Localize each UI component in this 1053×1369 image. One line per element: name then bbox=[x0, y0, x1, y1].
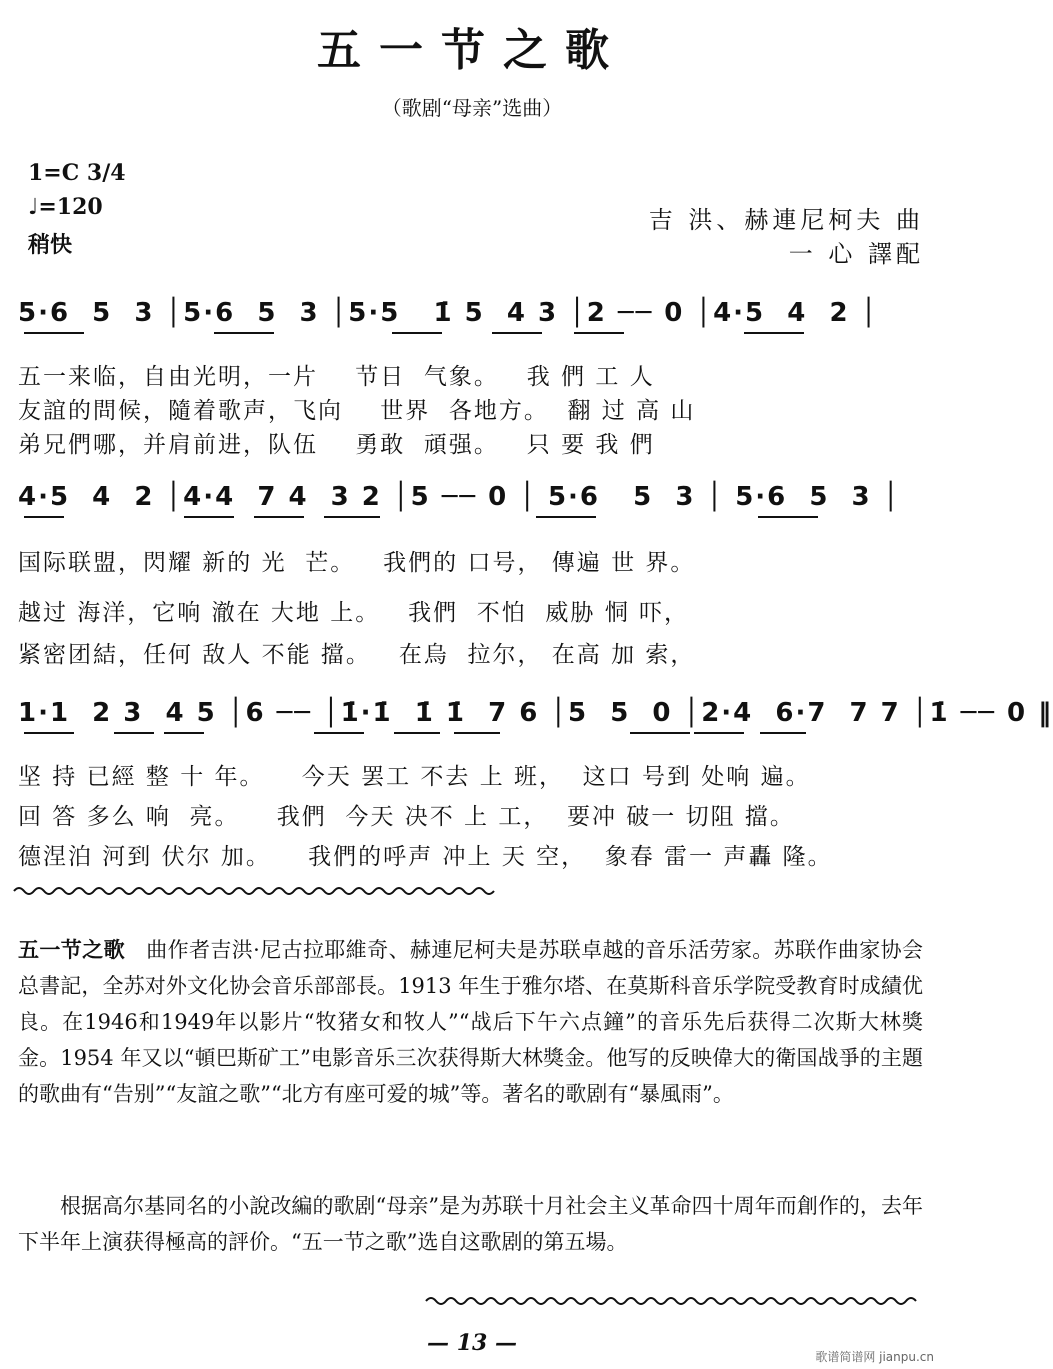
tempo-marking: ♩=120 bbox=[28, 194, 103, 220]
staff-3-notes: 1·1 2 3 4 5 │6 ── │1̇·1̇ 1̇ 1̇ 7 6 │5 5 0 │2·4 6·7 7 7 │1̇ ── 0 ‖ bbox=[18, 698, 1053, 728]
staff-3-beam bbox=[114, 732, 154, 734]
composer-credit: 吉 洪、赫連尼柯夫 曲 bbox=[648, 206, 924, 234]
staff-3-lyric-verse-1: 坚 持 已經 整 十 年。 今天 罢工 不去 上 班， 这口 号到 处响 遍。 bbox=[18, 764, 811, 790]
staff-3-beam bbox=[694, 732, 744, 734]
staff-1-beam bbox=[24, 332, 84, 334]
staff-3-beam bbox=[24, 732, 74, 734]
staff-3-beam bbox=[164, 732, 204, 734]
staff-3-beam bbox=[394, 732, 440, 734]
staff-3 bbox=[18, 698, 1053, 760]
staff-1-lyric-verse-1: 五一来临，自由光明，一片 节日 气象。 我 們 工 人 bbox=[18, 364, 655, 390]
staff-2-beam bbox=[184, 516, 234, 518]
staff-2-beam bbox=[24, 516, 64, 518]
staff-2-beam bbox=[324, 516, 380, 518]
staff-3-beam bbox=[630, 732, 690, 734]
composer-note-paragraph bbox=[18, 932, 923, 1112]
key-signature: 1=C 3/4 bbox=[28, 160, 126, 186]
watermark: 歌谱简谱网 jianpu.cn bbox=[815, 1350, 934, 1364]
staff-2-lyric-verse-1: 国际联盟，閃耀 新的 光 芒。 我們的 口号， 傳遍 世 界。 bbox=[18, 550, 696, 576]
staff-2-beam bbox=[254, 516, 304, 518]
staff-2 bbox=[18, 482, 918, 544]
staff-1-lyric-verse-3: 弟兄們哪，并肩前进，队伍 勇敢 頑强。 只 要 我 們 bbox=[18, 432, 655, 458]
staff-3-lyric-verse-3: 德涅泊 河到 伏尔 加。 我們的呼声 冲上 天 空， 象春 雷一 声轟 隆。 bbox=[18, 844, 833, 870]
staff-2-beam bbox=[536, 516, 596, 518]
staff-3-beam bbox=[760, 732, 806, 734]
translator-credit: 一 心 譯配 bbox=[788, 240, 924, 268]
staff-1-beam bbox=[744, 332, 804, 334]
wavy-divider bbox=[426, 1294, 916, 1308]
song-subtitle: （歌剧“母亲”选曲） bbox=[381, 96, 563, 120]
staff-2-beam bbox=[758, 516, 818, 518]
staff-1-beam bbox=[392, 332, 442, 334]
staff-2-lyric-verse-2: 越过 海洋，它响 澈在 大地 上。 我們 不怕 威胁 恫 吓， bbox=[18, 600, 690, 626]
note-body-1: 曲作者吉洪·尼古拉耶維奇、赫連尼柯夫是苏联卓越的音乐活劳家。苏联作曲家协会总書記，全苏对外文化协会音乐部部長。1913 年生于雅尔塔、在莫斯科音乐学院受教育时成績优良。在1946和1949年以影片“牧猪女和牧人”“战后下午六点鐘”的音乐先后获得二次斯大林獎金。1954 年又以“頓巴斯矿工”电影音乐三次获得斯大林獎金。他写的反映偉大的衛国战爭的主題的歌曲有“告别”“友誼之歌”“北方有座可爱的城”等。著名的歌剧有“暴風雨”。 bbox=[18, 938, 923, 1106]
staff-1-beam bbox=[574, 332, 624, 334]
expression-marking: 稍快 bbox=[28, 232, 73, 258]
staff-1-lyric-verse-2: 友誼的問候，隨着歌声，飞向 世界 各地方。 翻 过 高 山 bbox=[18, 398, 696, 424]
song-title: 五一节之歌 bbox=[317, 25, 627, 76]
opera-note-paragraph: 根据高尔基同名的小說改編的歌剧“母亲”是为苏联十月社会主义革命四十周年而創作的，去年下半年上演获得極高的評价。“五一节之歌”选自这歌剧的第五場。 bbox=[18, 1194, 923, 1254]
staff-1-notes: 5·6 5 3 │5·6 5 3 │5·5 1̇ 5 4 3 │2 ── 0 │4·5 4 2 │ bbox=[18, 298, 879, 328]
staff-1-beam bbox=[492, 332, 542, 334]
staff-2-lyric-verse-3: 紧密团結，任何 敌人 不能 擋。 在烏 拉尔， 在高 加 索， bbox=[18, 642, 696, 668]
staff-1-beam bbox=[214, 332, 274, 334]
page-number: — 13 — bbox=[427, 1330, 517, 1356]
staff-2-notes: 4·5 4 2 │4·4 7 4 3 2 │5 ── 0 │ 5·6 5 3 │ 5·6 5 3 │ bbox=[18, 482, 901, 512]
note-heading: 五一节之歌 bbox=[18, 937, 125, 962]
staff-1 bbox=[18, 298, 918, 360]
staff-3-lyric-verse-2: 回 答 多么 响 亮。 我們 今天 决不 上 工， 要冲 破一 切阻 擋。 bbox=[18, 804, 795, 830]
staff-3-beam bbox=[314, 732, 364, 734]
staff-3-beam bbox=[454, 732, 500, 734]
wavy-divider bbox=[14, 884, 494, 898]
